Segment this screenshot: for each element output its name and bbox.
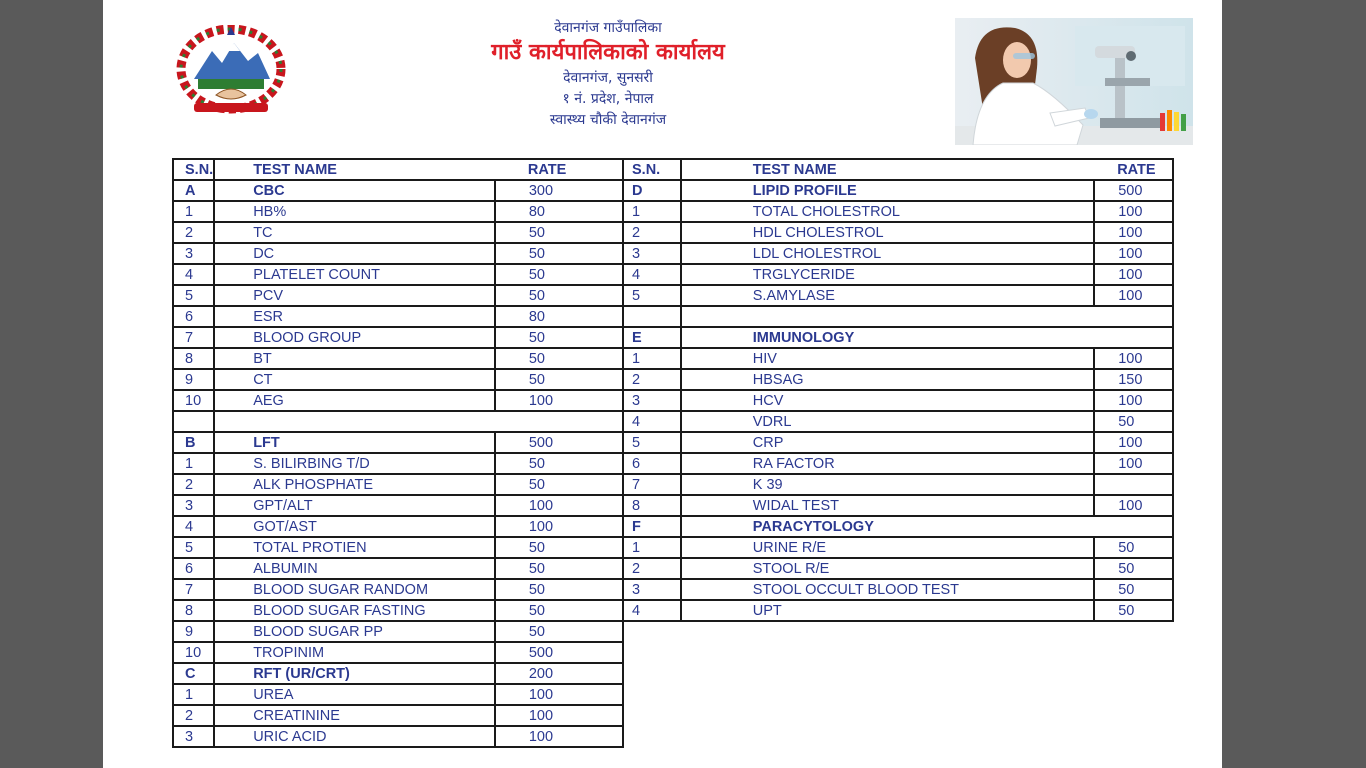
test-name-cell: RFT (UR/CRT) [214,663,495,684]
table-row [173,243,623,264]
section-row [173,432,623,453]
sn-cell: 4 [623,411,681,432]
sn-cell: 3 [173,726,214,747]
office-header [458,18,758,131]
table-row [173,474,623,495]
rate-cell: 100 [495,726,623,747]
test-name-cell: BLOOD SUGAR RANDOM [214,579,495,600]
table-row [173,201,623,222]
rate-cell: 50 [1094,579,1173,600]
table-row [173,264,623,285]
section-row [173,663,623,684]
test-name-cell: UREA [214,684,495,705]
table-row [173,495,623,516]
test-name-cell: TROPINIM [214,642,495,663]
nepal-emblem-logo [176,25,286,117]
sn-cell: 2 [173,474,214,495]
rate-cell: 80 [495,201,623,222]
test-name-cell: HCV [681,390,1094,411]
test-name-cell: CREATININE [214,705,495,726]
test-name-cell: PCV [214,285,495,306]
sn-cell: 6 [173,306,214,327]
table-row [623,411,1173,432]
test-name-cell: URINE R/E [681,537,1094,558]
table-row [173,369,623,390]
rate-cell: 50 [495,327,623,348]
test-name-cell: STOOL OCCULT BLOOD TEST [681,579,1094,600]
sn-cell: E [623,327,681,348]
table-row [623,390,1173,411]
test-name-cell: VDRL [681,411,1094,432]
table-row [173,600,623,621]
section-row [623,327,1173,348]
table-row [173,516,623,537]
test-name-cell: LIPID PROFILE [681,180,1094,201]
table-row [173,285,623,306]
test-name-cell: HB% [214,201,495,222]
rate-cell: 100 [495,705,623,726]
test-name-cell: TOTAL PROTIEN [214,537,495,558]
table-row [173,390,623,411]
sn-cell: 3 [623,390,681,411]
blank-row [173,411,623,432]
section-row [623,516,1173,537]
sn-cell: 10 [173,642,214,663]
rate-cell: 50 [495,222,623,243]
test-name-cell: BT [214,348,495,369]
sn-cell: 4 [173,516,214,537]
test-name-cell: BLOOD SUGAR PP [214,621,495,642]
sn-cell: 3 [173,243,214,264]
table-row [173,642,623,663]
sn-cell: 5 [173,285,214,306]
address-line: देवानगंज, सुनसरी [563,70,653,86]
test-name-cell: BLOOD GROUP [214,327,495,348]
sn-cell: 2 [623,222,681,243]
table-row [173,327,623,348]
test-name-cell: S.AMYLASE [681,285,1094,306]
rate-cell: 50 [495,474,623,495]
sn-cell: 8 [173,600,214,621]
rate-cell: 50 [1094,600,1173,621]
test-name-cell [681,306,1173,327]
sn-cell: 1 [173,201,214,222]
sn-cell: 3 [623,243,681,264]
table-row [623,348,1173,369]
rate-header: RATE [495,159,623,180]
rate-cell: 300 [495,180,623,201]
sn-cell: D [623,180,681,201]
table-row [623,600,1173,621]
sn-cell: 5 [623,432,681,453]
province-line: १ नं. प्रदेश, नेपाल [562,91,654,107]
test-name-cell: ALBUMIN [214,558,495,579]
rate-header: RATE [1094,159,1173,180]
table-row [173,621,623,642]
test-name-cell: IMMUNOLOGY [681,327,1173,348]
sn-cell [623,306,681,327]
rate-cell: 100 [495,495,623,516]
blank-row [623,306,1173,327]
rate-cell: 50 [495,369,623,390]
rate-cell: 50 [1094,537,1173,558]
test-name-cell: UPT [681,600,1094,621]
sn-cell: 5 [173,537,214,558]
table-row [173,306,623,327]
table-row [173,684,623,705]
table-header-row [173,159,623,180]
test-name-cell: TOTAL CHOLESTROL [681,201,1094,222]
sn-cell: 4 [173,264,214,285]
sn-cell: 6 [623,453,681,474]
test-name-cell: HDL CHOLESTROL [681,222,1094,243]
table-row [173,453,623,474]
rate-cell: 200 [495,663,623,684]
rate-cell: 50 [1094,558,1173,579]
test-name-cell: RA FACTOR [681,453,1094,474]
rate-cell: 50 [495,243,623,264]
sn-cell: 1 [173,684,214,705]
sn-cell: B [173,432,214,453]
lab-scientist-photo [955,18,1193,145]
rate-cell: 100 [1094,453,1173,474]
sn-cell: C [173,663,214,684]
document-page [103,0,1222,768]
sn-cell: 3 [173,495,214,516]
rate-cell [1094,474,1173,495]
test-name-cell: TC [214,222,495,243]
sn-cell: 7 [173,579,214,600]
office-title: गाउँ कार्यपालिकाको कार्यालय [491,40,725,65]
table-row [173,726,623,747]
rate-cell: 50 [495,600,623,621]
sn-cell: 1 [623,537,681,558]
rate-cell: 50 [495,621,623,642]
lab-rate-table-right [622,158,1174,622]
rate-cell: 100 [1094,495,1173,516]
table-row [623,537,1173,558]
test-name-cell: CBC [214,180,495,201]
sn-cell: 9 [173,621,214,642]
test-name-cell: ALK PHOSPHATE [214,474,495,495]
sn-cell: 1 [623,201,681,222]
test-name-cell: PLATELET COUNT [214,264,495,285]
table-row [623,264,1173,285]
table-header-row [623,159,1173,180]
sn-cell: 2 [173,222,214,243]
table-row [623,558,1173,579]
rate-cell: 100 [1094,201,1173,222]
rate-cell: 100 [1094,390,1173,411]
sn-cell: 8 [173,348,214,369]
section-row [623,180,1173,201]
rate-cell: 50 [495,558,623,579]
health-post-name: स्वास्थ्य चौकी देवानगंज [549,112,667,128]
sn-cell: 1 [173,453,214,474]
rate-cell: 100 [1094,222,1173,243]
test-name-cell: GOT/AST [214,516,495,537]
table-row [623,453,1173,474]
table-row [173,537,623,558]
rate-cell: 500 [1094,180,1173,201]
sn-cell: 1 [623,348,681,369]
test-name-cell: WIDAL TEST [681,495,1094,516]
rate-cell: 100 [1094,285,1173,306]
test-name-cell: GPT/ALT [214,495,495,516]
table-row [623,369,1173,390]
test-name-cell [214,411,623,432]
section-row [173,180,623,201]
sn-cell: 10 [173,390,214,411]
table-row [623,201,1173,222]
sn-cell: 2 [623,369,681,390]
table-row [623,474,1173,495]
sn-cell: 7 [623,474,681,495]
rate-cell: 100 [1094,432,1173,453]
rate-cell: 50 [1094,411,1173,432]
rate-cell: 50 [495,537,623,558]
rate-cell: 100 [1094,243,1173,264]
test-name-cell: PARACYTOLOGY [681,516,1173,537]
test-name-cell: AEG [214,390,495,411]
test-name-cell: STOOL R/E [681,558,1094,579]
test-name-cell: TRGLYCERIDE [681,264,1094,285]
table-row [173,558,623,579]
sn-header: S.N. [623,159,681,180]
rate-cell: 500 [495,432,623,453]
sn-cell: 4 [623,600,681,621]
sn-cell: 9 [173,369,214,390]
sn-cell: 5 [623,285,681,306]
rate-cell: 50 [495,453,623,474]
sn-cell: 2 [623,558,681,579]
table-row [623,285,1173,306]
test-name-cell: LDL CHOLESTROL [681,243,1094,264]
sn-cell: 4 [623,264,681,285]
table-row [173,222,623,243]
sn-header: S.N. [173,159,214,180]
rate-cell: 150 [1094,369,1173,390]
rate-cell: 100 [495,684,623,705]
test-name-header: TEST NAME [214,159,495,180]
table-row [623,495,1173,516]
test-name-cell: CT [214,369,495,390]
table-row [623,432,1173,453]
sn-cell: F [623,516,681,537]
table-row [173,579,623,600]
test-name-cell: ESR [214,306,495,327]
municipality-name: देवानगंज गाउँपालिका [554,20,662,36]
test-name-cell: HBSAG [681,369,1094,390]
test-name-cell: DC [214,243,495,264]
test-name-cell: S. BILIRBING T/D [214,453,495,474]
table-row [623,243,1173,264]
rate-cell: 100 [1094,348,1173,369]
test-name-header: TEST NAME [681,159,1094,180]
rate-cell: 500 [495,642,623,663]
sn-cell: 6 [173,558,214,579]
rate-cell: 80 [495,306,623,327]
rate-cell: 50 [495,264,623,285]
rate-cell: 50 [495,579,623,600]
test-name-cell: BLOOD SUGAR FASTING [214,600,495,621]
sn-cell: 8 [623,495,681,516]
table-row [623,222,1173,243]
sn-cell: 3 [623,579,681,600]
rate-cell: 100 [1094,264,1173,285]
table-row [623,579,1173,600]
table-row [173,705,623,726]
test-name-cell: URIC ACID [214,726,495,747]
sn-cell [173,411,214,432]
rate-cell: 100 [495,390,623,411]
lab-rate-table-left [172,158,624,748]
sn-cell: A [173,180,214,201]
test-name-cell: LFT [214,432,495,453]
test-name-cell: HIV [681,348,1094,369]
rate-cell: 100 [495,516,623,537]
rate-cell: 50 [495,285,623,306]
test-name-cell: CRP [681,432,1094,453]
table-row [173,348,623,369]
test-name-cell: K 39 [681,474,1094,495]
sn-cell: 7 [173,327,214,348]
sn-cell: 2 [173,705,214,726]
rate-cell: 50 [495,348,623,369]
